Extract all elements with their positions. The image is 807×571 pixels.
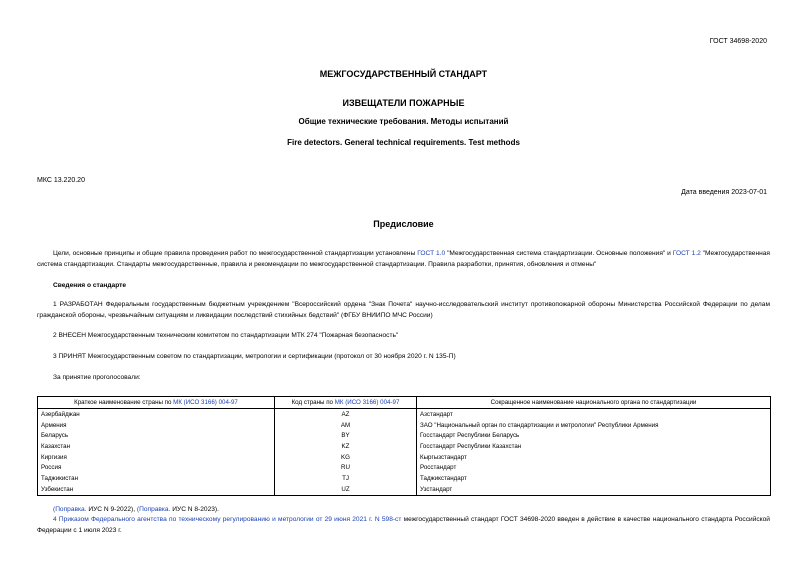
introduced-by-paragraph: 2 ВНЕСЕН Межгосударственным техническим комитетом по стандартизации МТК 274 "Пожарная безопасность"	[53, 332, 399, 339]
code-cell: RU	[275, 462, 417, 473]
body-cell: Азстандарт	[417, 409, 771, 420]
table-row	[38, 441, 771, 452]
body-cell: Кыргызстандарт	[417, 452, 771, 463]
table-row	[38, 473, 771, 484]
column-header-body: Сокращенное наименование национального органа по стандартизации	[417, 397, 771, 409]
document-code: ГОСТ 34698-2020	[709, 38, 767, 45]
column-header-country: Краткое наименование страны по МК (ИСО 3166) 004-97	[38, 397, 275, 409]
code-cell: BY	[275, 430, 417, 441]
mk-iso-3166-link[interactable]: МК (ИСО 3166) 004-97	[173, 399, 238, 406]
mk-iso-3166-link[interactable]: МК (ИСО 3166) 004-97	[334, 399, 400, 406]
goals-text-3: "Межгосударственная система стандартизации. Стандарты межгосударственные, правила и рекомендации по межгосударственной стандартизации. Правила разработки, принятия, обновления и отмены"	[37, 250, 770, 268]
code-cell: UZ	[275, 484, 417, 495]
amendment-link-2[interactable]: (Поправка.	[136, 506, 171, 513]
introduction-date: Дата введения 2023-07-01	[681, 189, 767, 196]
enactment-paragraph	[37, 515, 770, 536]
country-cell: Киргизия	[38, 452, 275, 463]
country-cell: Азербайджан	[38, 409, 275, 420]
standard-subtitle: Общие технические требования. Методы испытаний	[298, 117, 509, 126]
table-row	[38, 420, 771, 431]
table-row	[38, 462, 771, 473]
table-row	[38, 409, 771, 420]
standard-english-title: Fire detectors. General technical requirements. Test methods	[287, 138, 520, 147]
goals-text-2: "Межгосударственная система стандартизации. Основные положения" и	[445, 250, 673, 257]
body-cell: Госстандарт Республики Беларусь	[417, 430, 771, 441]
gost-1-0-link[interactable]: ГОСТ 1.0	[417, 250, 446, 257]
standard-title: ИЗВЕЩАТЕЛИ ПОЖАРНЫЕ	[342, 98, 465, 108]
rosstandart-order-link[interactable]: 4 Приказом Федерального агентства по техническому регулированию и метрологии от 29 июня 2021 г. N 598-ст	[53, 516, 402, 523]
body-cell: Росстандарт	[417, 462, 771, 473]
country-cell: Россия	[38, 462, 275, 473]
code-cell: KG	[275, 452, 417, 463]
mks-code: МКС 13.220.20	[37, 177, 85, 184]
body-cell: Узстандарт	[417, 484, 771, 495]
voting-countries-table	[37, 396, 771, 496]
gost-1-2-link[interactable]: ГОСТ 1.2	[672, 250, 701, 257]
amendment-text-2: ИУС N 8-2023).	[170, 506, 219, 513]
country-cell: Казахстан	[38, 441, 275, 452]
column-header-code: Код страны по МК (ИСО 3166) 004-97	[275, 397, 417, 409]
code-cell: KZ	[275, 441, 417, 452]
country-cell: Беларусь	[38, 430, 275, 441]
code-cell: TJ	[275, 473, 417, 484]
developed-by-paragraph: 1 РАЗРАБОТАН Федеральным государственным бюджетным учреждением "Всероссийский ордена "Знак Почета" научно-исследовательский институт противопожарной обороны Министерства Российской Федерации по делам гражданской обороны, чрезвычайным ситуациям и ликвидации последствий стихийных бедствий" (ФГБУ ВНИИПО МЧС России)	[37, 301, 770, 319]
country-cell: Армения	[38, 420, 275, 431]
table-row	[38, 452, 771, 463]
goals-text-1: Цели, основные принципы и общие правила проведения работ по межгосударственной стандартизации установлены	[53, 250, 418, 257]
table-row	[38, 484, 771, 495]
adopted-by-paragraph: 3 ПРИНЯТ Межгосударственным советом по стандартизации, метрологии и сертификации (протокол от 30 ноября 2020 г. N 135-П)	[53, 353, 456, 360]
voted-for-label: За принятие проголосовали:	[53, 374, 141, 381]
body-cell: ЗАО "Национальный орган по стандартизации и метрологии" Республики Армения	[417, 420, 771, 431]
body-cell: Таджикстандарт	[417, 473, 771, 484]
amendments-paragraph	[37, 505, 770, 516]
amendment-link-1[interactable]: (Поправка.	[53, 506, 87, 513]
foreword-heading: Предисловие	[373, 219, 434, 229]
table-row	[38, 430, 771, 441]
table-header-row	[38, 397, 771, 409]
body-cell: Госстандарт Республики Казахстан	[417, 441, 771, 452]
standard-info-heading: Сведения о стандарте	[53, 282, 127, 289]
enactment-text: межгосударственный стандарт ГОСТ 34698-2020 введен в действие в качестве национального стандарта Российской Федерации с 1 июля 2023 г.	[37, 516, 770, 534]
country-cell: Узбекистан	[38, 484, 275, 495]
amendment-text-1: ИУС N 9-2022),	[86, 506, 137, 513]
code-cell: AM	[275, 420, 417, 431]
standard-kind-heading: МЕЖГОСУДАРСТВЕННЫЙ СТАНДАРТ	[319, 69, 488, 79]
goals-paragraph	[37, 249, 770, 270]
code-cell: AZ	[275, 409, 417, 420]
country-cell: Таджикистан	[38, 473, 275, 484]
